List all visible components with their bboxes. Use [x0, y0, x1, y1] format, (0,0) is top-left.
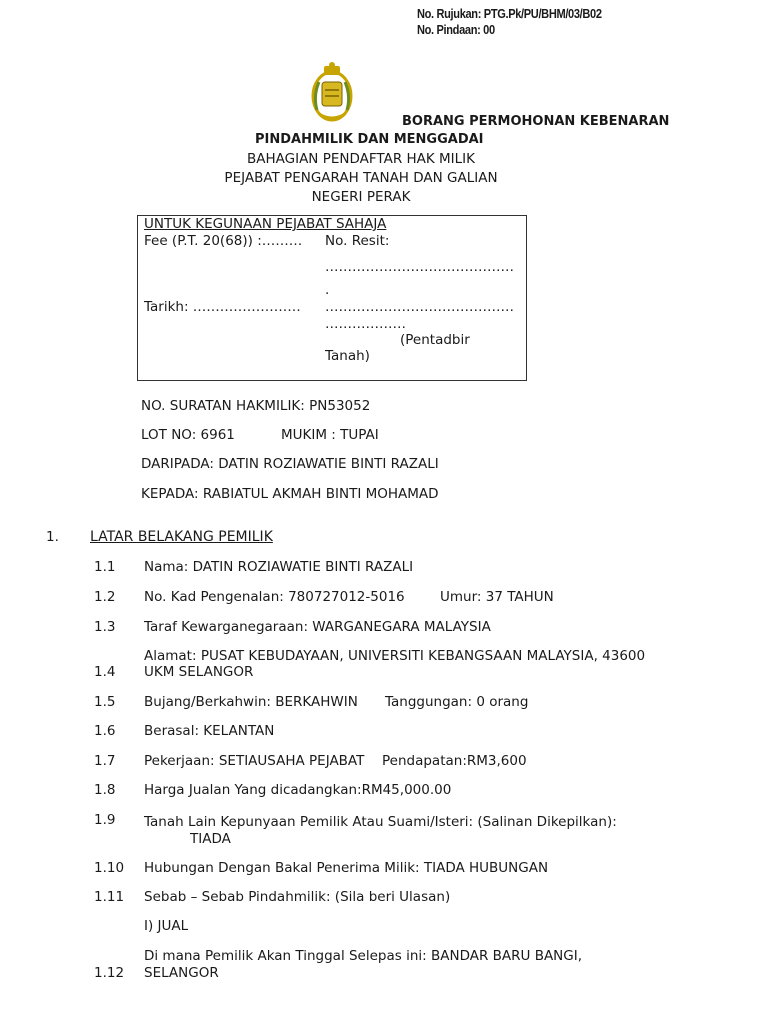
marital-status: Bujang/Berkahwin: BERKAHWIN — [144, 694, 358, 710]
reference-number: No. Rujukan: PTG.Pk/PU/BHM/03/B02 — [417, 6, 602, 21]
title-number: NO. SURATAN HAKMILIK: PN53052 — [141, 398, 371, 414]
address: Alamat: PUSAT KEBUDAYAAN, UNIVERSITI KEBANGSAAN MALAYSIA, 43600 — [144, 648, 646, 664]
receipt-dots-end: . — [325, 282, 330, 298]
item-number: 1.8 — [94, 782, 116, 798]
section-heading: LATAR BELAKANG PEMILIK — [90, 529, 273, 545]
item-number: 1.11 — [94, 889, 125, 905]
item-number: 1.10 — [94, 860, 125, 876]
office-name: PEJABAT PENGARAH TANAH DAN GALIAN — [224, 170, 498, 186]
proposed-price: Harga Jualan Yang dicadangkan:RM45,000.00 — [144, 782, 452, 798]
amendment-number: No. Pindaan: 00 — [417, 22, 495, 37]
form-title-line2: PINDAHMILIK DAN MENGGADAI — [255, 132, 484, 147]
item-number: 1.5 — [94, 694, 116, 710]
lot-number: LOT NO: 6961 — [141, 427, 235, 443]
dependents: Tanggungan: 0 orang — [385, 694, 529, 710]
other-land-value: TIADA — [190, 831, 231, 847]
item-number: 1.9 — [94, 812, 116, 828]
form-title-line1: BORANG PERMOHONAN KEBENARAN — [402, 114, 670, 129]
state-name: NEGERI PERAK — [311, 189, 411, 205]
receipt-label: No. Resit: — [325, 233, 390, 249]
item-number: 1.2 — [94, 589, 116, 605]
administrator-label-2: Tanah) — [325, 348, 370, 364]
ic-number: No. Kad Pengenalan: 780727012-5016 — [144, 589, 405, 605]
future-residence-line2: SELANGOR — [144, 965, 219, 981]
occupation: Pekerjaan: SETIAUSAHA PEJABAT — [144, 753, 365, 769]
department-name: BAHAGIAN PENDAFTAR HAK MILIK — [246, 151, 476, 167]
receipt-dots: …………………………………… — [325, 259, 514, 275]
transfer-reason-value: I) JUAL — [144, 918, 189, 934]
from-party: DARIPADA: DATIN ROZIAWATIE BINTI RAZALI — [141, 456, 439, 472]
mukim: MUKIM : TUPAI — [281, 427, 379, 443]
address-line2: UKM SELANGOR — [144, 664, 254, 680]
income: Pendapatan:RM3,600 — [382, 753, 527, 769]
signature-dots: …………………………………… — [325, 299, 514, 315]
transfer-reason: Sebab – Sebab Pindahmilik: (Sila beri Ulasan) — [144, 889, 451, 905]
citizenship: Taraf Kewarganegaraan: WARGANEGARA MALAYSIA — [144, 619, 491, 635]
origin: Berasal: KELANTAN — [144, 723, 275, 739]
office-use-heading: UNTUK KEGUNAAN PEJABAT SAHAJA — [144, 216, 387, 232]
perak-crest-logo — [307, 60, 357, 126]
relationship: Hubungan Dengan Bakal Penerima Milik: TIADA HUBUNGAN — [144, 860, 549, 876]
future-residence: Di mana Pemilik Akan Tinggal Selepas ini: BANDAR BARU BANGI, — [144, 948, 583, 964]
signature-dots-2: ……………… — [325, 316, 406, 332]
fee-field: Fee (P.T. 20(68)) :……… — [144, 233, 303, 249]
item-number: 1.4 — [94, 664, 116, 680]
to-party: KEPADA: RABIATUL AKMAH BINTI MOHAMAD — [141, 486, 439, 502]
administrator-label: (Pentadbir — [400, 332, 470, 348]
section-number: 1. — [46, 529, 59, 545]
age: Umur: 37 TAHUN — [440, 589, 554, 605]
item-number: 1.1 — [94, 559, 116, 575]
item-number: 1.6 — [94, 723, 116, 739]
item-number: 1.7 — [94, 753, 116, 769]
item-number: 1.12 — [94, 965, 125, 981]
item-number: 1.3 — [94, 619, 116, 635]
other-land: Tanah Lain Kepunyaan Pemilik Atau Suami/Isteri: (Salinan Dikepilkan): — [144, 814, 617, 830]
owner-name: Nama: DATIN ROZIAWATIE BINTI RAZALI — [144, 559, 414, 575]
date-field: Tarikh: …………………… — [144, 299, 301, 315]
